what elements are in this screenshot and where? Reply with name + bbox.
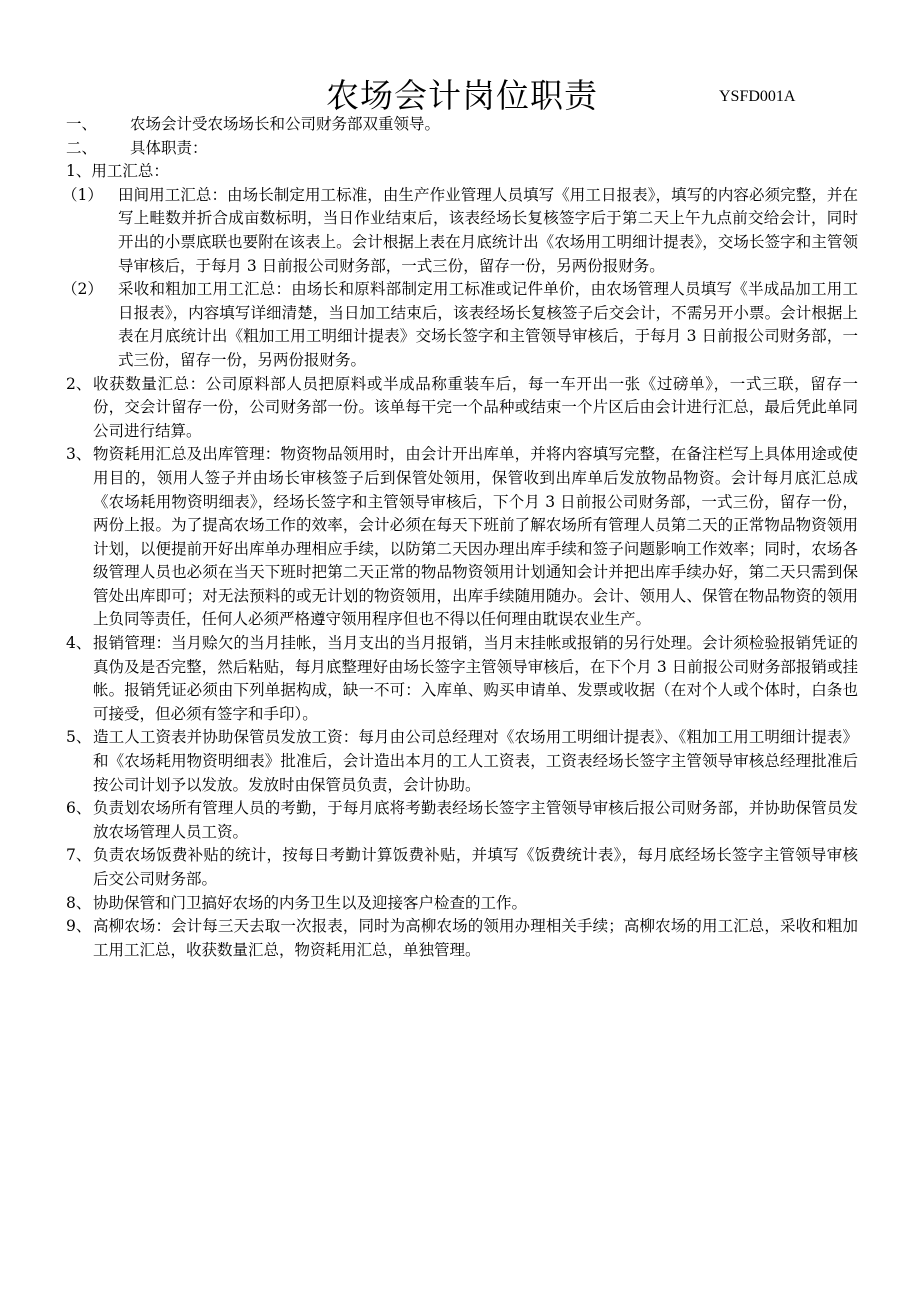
item-7-text: 负责农场饭费补贴的统计，按每日考勤计算饭费补贴，并填写《饭费统计表》，每月底经场长签字主管领导审核后交公司财务部。 — [93, 846, 858, 888]
item-6 — [66, 797, 858, 844]
item-4-text: 报销管理：当月赊欠的当月挂帐，当月支出的当月报销，当月末挂帐或报销的另行处理。会计须检验报销凭证的真伪及是否完整，然后粘贴，每月底整理好由场长签字主管领导审核后，在下个月 3 日前报公司财务部报销或挂帐。报销凭证必须由下列单据构成，缺一不可：入库单、购买申请单、发票或收据（在对个人或个体时，白条也可接受，但必须有签字和手印）。 — [93, 634, 858, 723]
sub-item-1 — [62, 184, 858, 278]
document-code: YSFD001A — [719, 88, 796, 105]
sub-item-2-text: 采收和粗加工用工汇总：由场长和原料部制定用工标准或记件单价，由农场管理人员填写《半成品加工用工日报表》，内容填写详细清楚，当日加工结束后，该表经场长复核签子后交会计，不需另开小票。会计根据上表在月底统计出《粗加工用工明细计提表》交场长签字和主管领导审核后，于每月 3 日前报公司财务部，一式三份，留存一份，另两份报财务。 — [118, 280, 858, 369]
item-5-text: 造工人工资表并协助保管员发放工资：每月由公司总经理对《农场用工明细计提表》、《粗加工用工明细计提表》和《农场耗用物资明细表》批准后，会计造出本月的工人工资表，工资表经场长签字主管领导审核总经理批准后按公司计划予以发放。发放时由保管员负责，会计协助。 — [93, 728, 858, 794]
section-1-text: 农场会计受农场场长和公司财务部双重领导。 — [130, 115, 441, 133]
section-2 — [66, 137, 858, 161]
item-8 — [66, 892, 858, 916]
item-8-number: 8、 — [66, 893, 92, 912]
item-3-text: 物资耗用汇总及出库管理：物资物品领用时，由会计开出库单，并将内容填写完整，在备注栏写上具体用途或使用目的，领用人签子并由场长审核签子后到保管处领用，保管收到出库单后发放物品物资。会计每月底汇总成《农场耗用物资明细表》，经场长签字和主管领导审核后，下个月 3 日前报公司财务部，一式三份，留存一份，两份上报。为了提高农场工作的效率，会计必须在每天下班前了解农场所有管理人员第二天的正常物品物资领用计划，以便提前开好出库单办理相应手续，以防第二天因办理出库手续和签子问题影响工作效率；同时，农场各级管理人员也必须在当天下班时把第二天正常的物品物资领用计划通知会计并把出库手续办好，第二天只需到保管处出库即可；对无法预料的或无计划的物资领用，出库手续随用随办。会计、领用人、保管在物品物资的领用上负同等责任，任何人必须严格遵守领用程序但也不得以任何理由耽误农业生产。 — [93, 445, 858, 629]
item-8-text: 协助保管和门卫搞好农场的内务卫生以及迎接客户检查的工作。 — [93, 893, 528, 912]
section-2-number: 二、 — [66, 138, 98, 157]
item-2-text: 收获数量汇总：公司原料部人员把原料或半成品称重装车后，每一车开出一张《过磅单》，一式三联，留存一份，交会计留存一份，公司财务部一份。该单每干完一个品种或结束一个片区后由会计进行汇总，最后凭此单同公司进行结算。 — [93, 374, 858, 440]
item-5-number: 5、 — [66, 728, 92, 747]
section-1-number: 一、 — [66, 115, 98, 133]
item-4 — [66, 632, 858, 726]
document-body — [62, 113, 858, 962]
sub-item-1-number: （1） — [62, 185, 103, 204]
heading-labor-summary: 1、用工汇总： — [66, 162, 169, 181]
item-7 — [66, 844, 858, 891]
item-7-number: 7、 — [66, 846, 92, 865]
document-title: 农场会计岗位职责 — [326, 76, 598, 115]
sub-item-1-text: 田间用工汇总：由场长制定用工标准，由生产作业管理人员填写《用工日报表》，填写的内容必须完整，并在写上畦数并折合成亩数标明，当日作业结束后，该表经场长复核签字后于第二天上午九点前交给会计，同时开出的小票底联也要附在该表上。会计根据上表在月底统计出《农场用工明细计提表》，交场长签字和主管领导审核后，于每月 3 日前报公司财务部，一式三份，留存一份，另两份报财务。 — [118, 185, 858, 275]
item-6-number: 6、 — [66, 799, 92, 818]
item-5 — [66, 726, 858, 797]
item-6-text: 负责划农场所有管理人员的考勤，于每月底将考勤表经场长签字主管领导审核后报公司财务部，并协助保管员发放农场管理人员工资。 — [93, 799, 858, 841]
item-2-number: 2、 — [66, 374, 92, 393]
section-1 — [66, 113, 858, 137]
sub-item-2 — [62, 278, 858, 372]
item-9-number: 9、 — [66, 917, 92, 936]
item-9 — [66, 915, 858, 962]
item-3 — [66, 443, 858, 632]
item-9-text: 高柳农场：会计每三天去取一次报表，同时为高柳农场的领用办理相关手续；高柳农场的用工汇总，采收和粗加工用工汇总，收获数量汇总，物资耗用汇总，单独管理。 — [93, 917, 858, 959]
item-3-number: 3、 — [66, 445, 92, 464]
sub-item-2-number: （2） — [62, 280, 103, 299]
item-2 — [66, 373, 858, 444]
section-2-text: 具体职责： — [130, 138, 208, 157]
item-4-number: 4、 — [66, 634, 92, 653]
